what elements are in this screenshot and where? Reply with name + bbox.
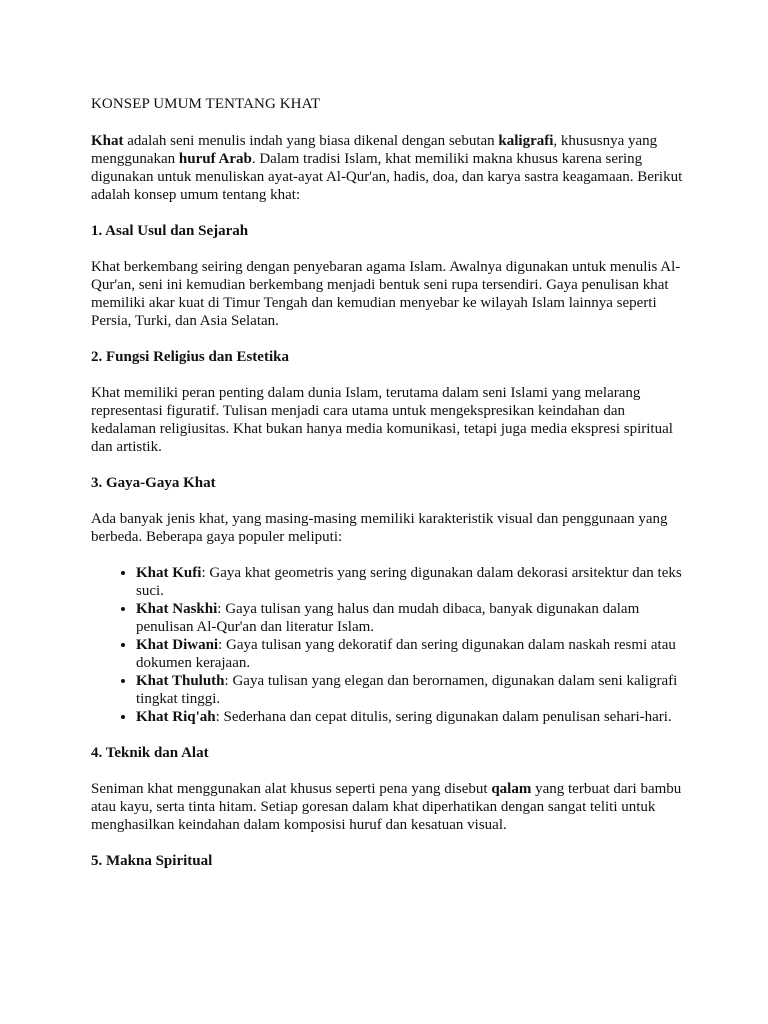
list-item — [136, 564, 688, 600]
intro-bold-kaligrafi: kaligrafi — [498, 133, 554, 149]
section-body-teknik — [91, 780, 688, 834]
section-heading-teknik: 4. Teknik dan Alat — [91, 745, 209, 761]
section-heading-makna: 5. Makna Spiritual — [91, 853, 213, 869]
style-desc: : Gaya tulisan yang elegan dan berornamen, digunakan dalam seni kaligrafi tingkat tinggi. — [136, 673, 678, 707]
teknik-text-2: yang terbuat dari bambu atau kayu, serta tinta hitam. Setiap goresan dalam khat diperhatikan dengan sangat teliti untuk menghasilkan keindahan dalam komposisi huruf dan kesatuan visual. — [91, 781, 682, 833]
section-body-fungsi: Khat memiliki peran penting dalam dunia Islam, terutama dalam seni Islami yang melarang representasi figuratif. Tulisan menjadi cara utama untuk mengekspresikan keindahan dan kedalaman religiusitas. Khat bukan hanya media komunikasi, tetapi juga media ekspresi spiritual dan artistik. — [91, 385, 673, 455]
section-heading-asal-usul: 1. Asal Usul dan Sejarah — [91, 223, 249, 239]
style-name: Khat Thuluth — [136, 673, 225, 689]
intro-text-2: , khususnya yang menggunakan — [91, 133, 658, 167]
style-name: Khat Riq'ah — [136, 709, 216, 725]
style-desc: : Gaya khat geometris yang sering digunakan dalam dekorasi arsitektur dan teks suci. — [136, 565, 682, 599]
section-body-gaya: Ada banyak jenis khat, yang masing-masing memiliki karakteristik visual dan penggunaan yang berbeda. Beberapa gaya populer meliputi: — [91, 511, 668, 545]
list-item — [136, 672, 688, 708]
style-desc: : Sederhana dan cepat ditulis, sering digunakan dalam penulisan sehari-hari. — [215, 709, 672, 725]
style-name: Khat Naskhi — [136, 601, 218, 617]
khat-styles-list — [91, 564, 688, 726]
intro-bold-huruf-arab: huruf Arab — [178, 151, 252, 167]
style-desc: : Gaya tulisan yang halus dan mudah dibaca, banyak digunakan dalam penulisan Al-Qur'an dan literatur Islam. — [136, 601, 640, 635]
teknik-text-1: Seniman khat menggunakan alat khusus seperti pena yang disebut — [91, 781, 492, 797]
style-desc: : Gaya tulisan yang dekoratif dan sering digunakan dalam naskah resmi atau dokumen kerajaan. — [136, 637, 676, 671]
style-name: Khat Kufi — [136, 565, 202, 581]
section-heading-fungsi: 2. Fungsi Religius dan Estetika — [91, 349, 289, 365]
intro-term: Khat — [91, 133, 124, 149]
teknik-bold-qalam: qalam — [491, 781, 532, 797]
intro-text-3: . Dalam tradisi Islam, khat memiliki makna khusus karena sering digunakan untuk menuliskan ayat-ayat Al-Qur'an, hadis, doa, dan karya sastra keagamaan. Berikut adalah konsep umum tentang khat: — [91, 151, 683, 203]
style-name: Khat Diwani — [136, 637, 219, 653]
list-item — [136, 600, 688, 636]
section-body-asal-usul: Khat berkembang seiring dengan penyebaran agama Islam. Awalnya digunakan untuk menulis Al-Qur'an, seni ini kemudian berkembang menjadi bentuk seni rupa tersendiri. Gaya penulisan khat memiliki akar kuat di Timur Tengah dan kemudian menyebar ke wilayah Islam lainnya seperti Persia, Turki, dan Asia Selatan. — [91, 259, 681, 329]
list-item — [136, 708, 688, 726]
list-item — [136, 636, 688, 672]
document-title: KONSEP UMUM TENTANG KHAT — [91, 96, 321, 112]
intro-paragraph — [91, 132, 688, 204]
section-heading-gaya: 3. Gaya-Gaya Khat — [91, 475, 216, 491]
intro-text-1: adalah seni menulis indah yang biasa dikenal dengan sebutan — [123, 133, 499, 149]
